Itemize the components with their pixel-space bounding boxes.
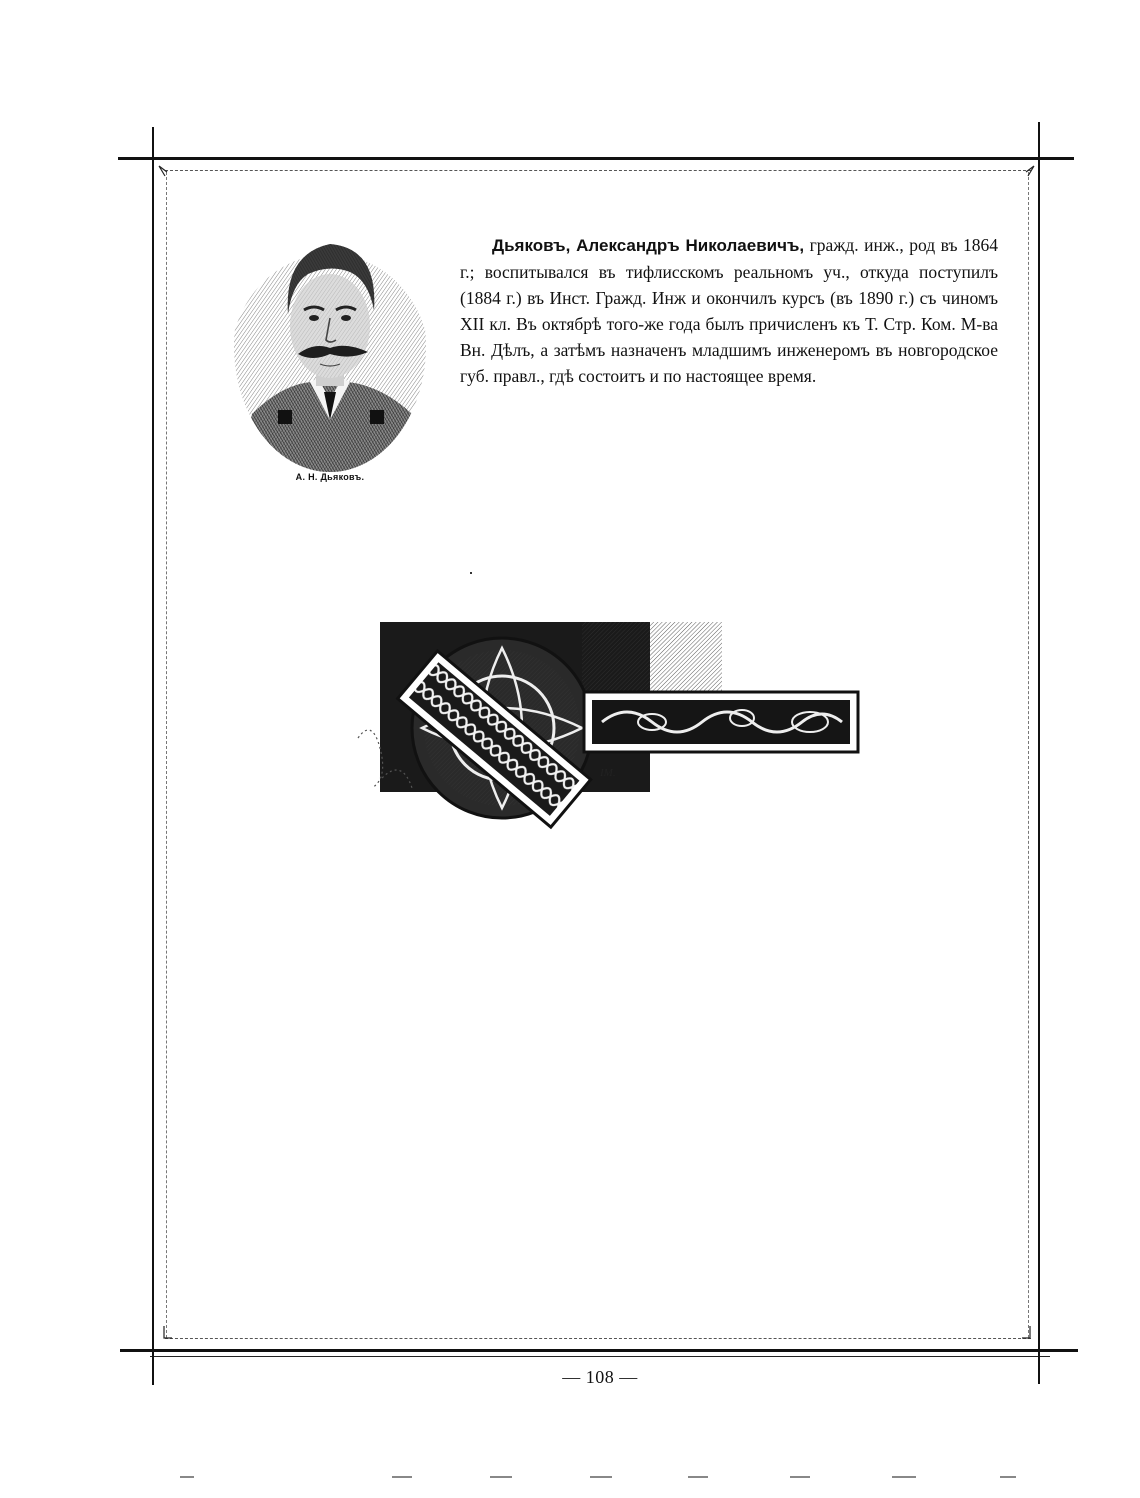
page-number: — 108 —	[562, 1367, 638, 1387]
corner-flourish-icon	[160, 1324, 176, 1340]
corner-flourish-icon	[1018, 1324, 1034, 1340]
portrait-image	[232, 214, 428, 472]
entry-name: Дьяковъ, Александръ Николаевичъ,	[492, 236, 805, 255]
frame-top-rule	[118, 157, 1074, 160]
entry-body: гражд. инж., род въ 1864 г.; воспитывался въ тифлисскомъ реальномъ уч., откуда поступилъ (1884 г.) въ Инст. Гражд. Инж и окончилъ курсъ (въ 1890 г.) съ чиномъ XII кл. Въ октябрѣ того-же года былъ причисленъ къ Т. Стр. Ком. М-ва Вн. Дѣлъ, а затѣмъ назначенъ младшимъ инженеромъ въ новгородское губ. правл., гдѣ состоитъ и по настоящее время.	[460, 235, 998, 386]
frame-bottom-rule	[120, 1349, 1078, 1352]
frame-right-inner	[1028, 172, 1029, 1338]
ornament-monogram: IM.	[600, 767, 616, 779]
portrait-caption: А. Н. Дьяковъ.	[295, 472, 365, 482]
corner-flourish-icon	[157, 164, 173, 180]
frame-right-outer	[1038, 122, 1040, 1384]
ink-speck	[470, 572, 472, 574]
celtic-knot-ornament	[352, 618, 860, 860]
biography-entry	[460, 232, 998, 389]
corner-flourish-icon	[1020, 164, 1036, 180]
frame-top-inner-rule	[165, 170, 1031, 171]
frame-left-outer	[152, 127, 154, 1385]
frame-left-inner	[166, 172, 167, 1338]
frame-bottom-thin-rule	[150, 1356, 1050, 1357]
frame-bottom-inner-rule	[165, 1338, 1031, 1339]
portrait-engraving	[232, 214, 428, 472]
